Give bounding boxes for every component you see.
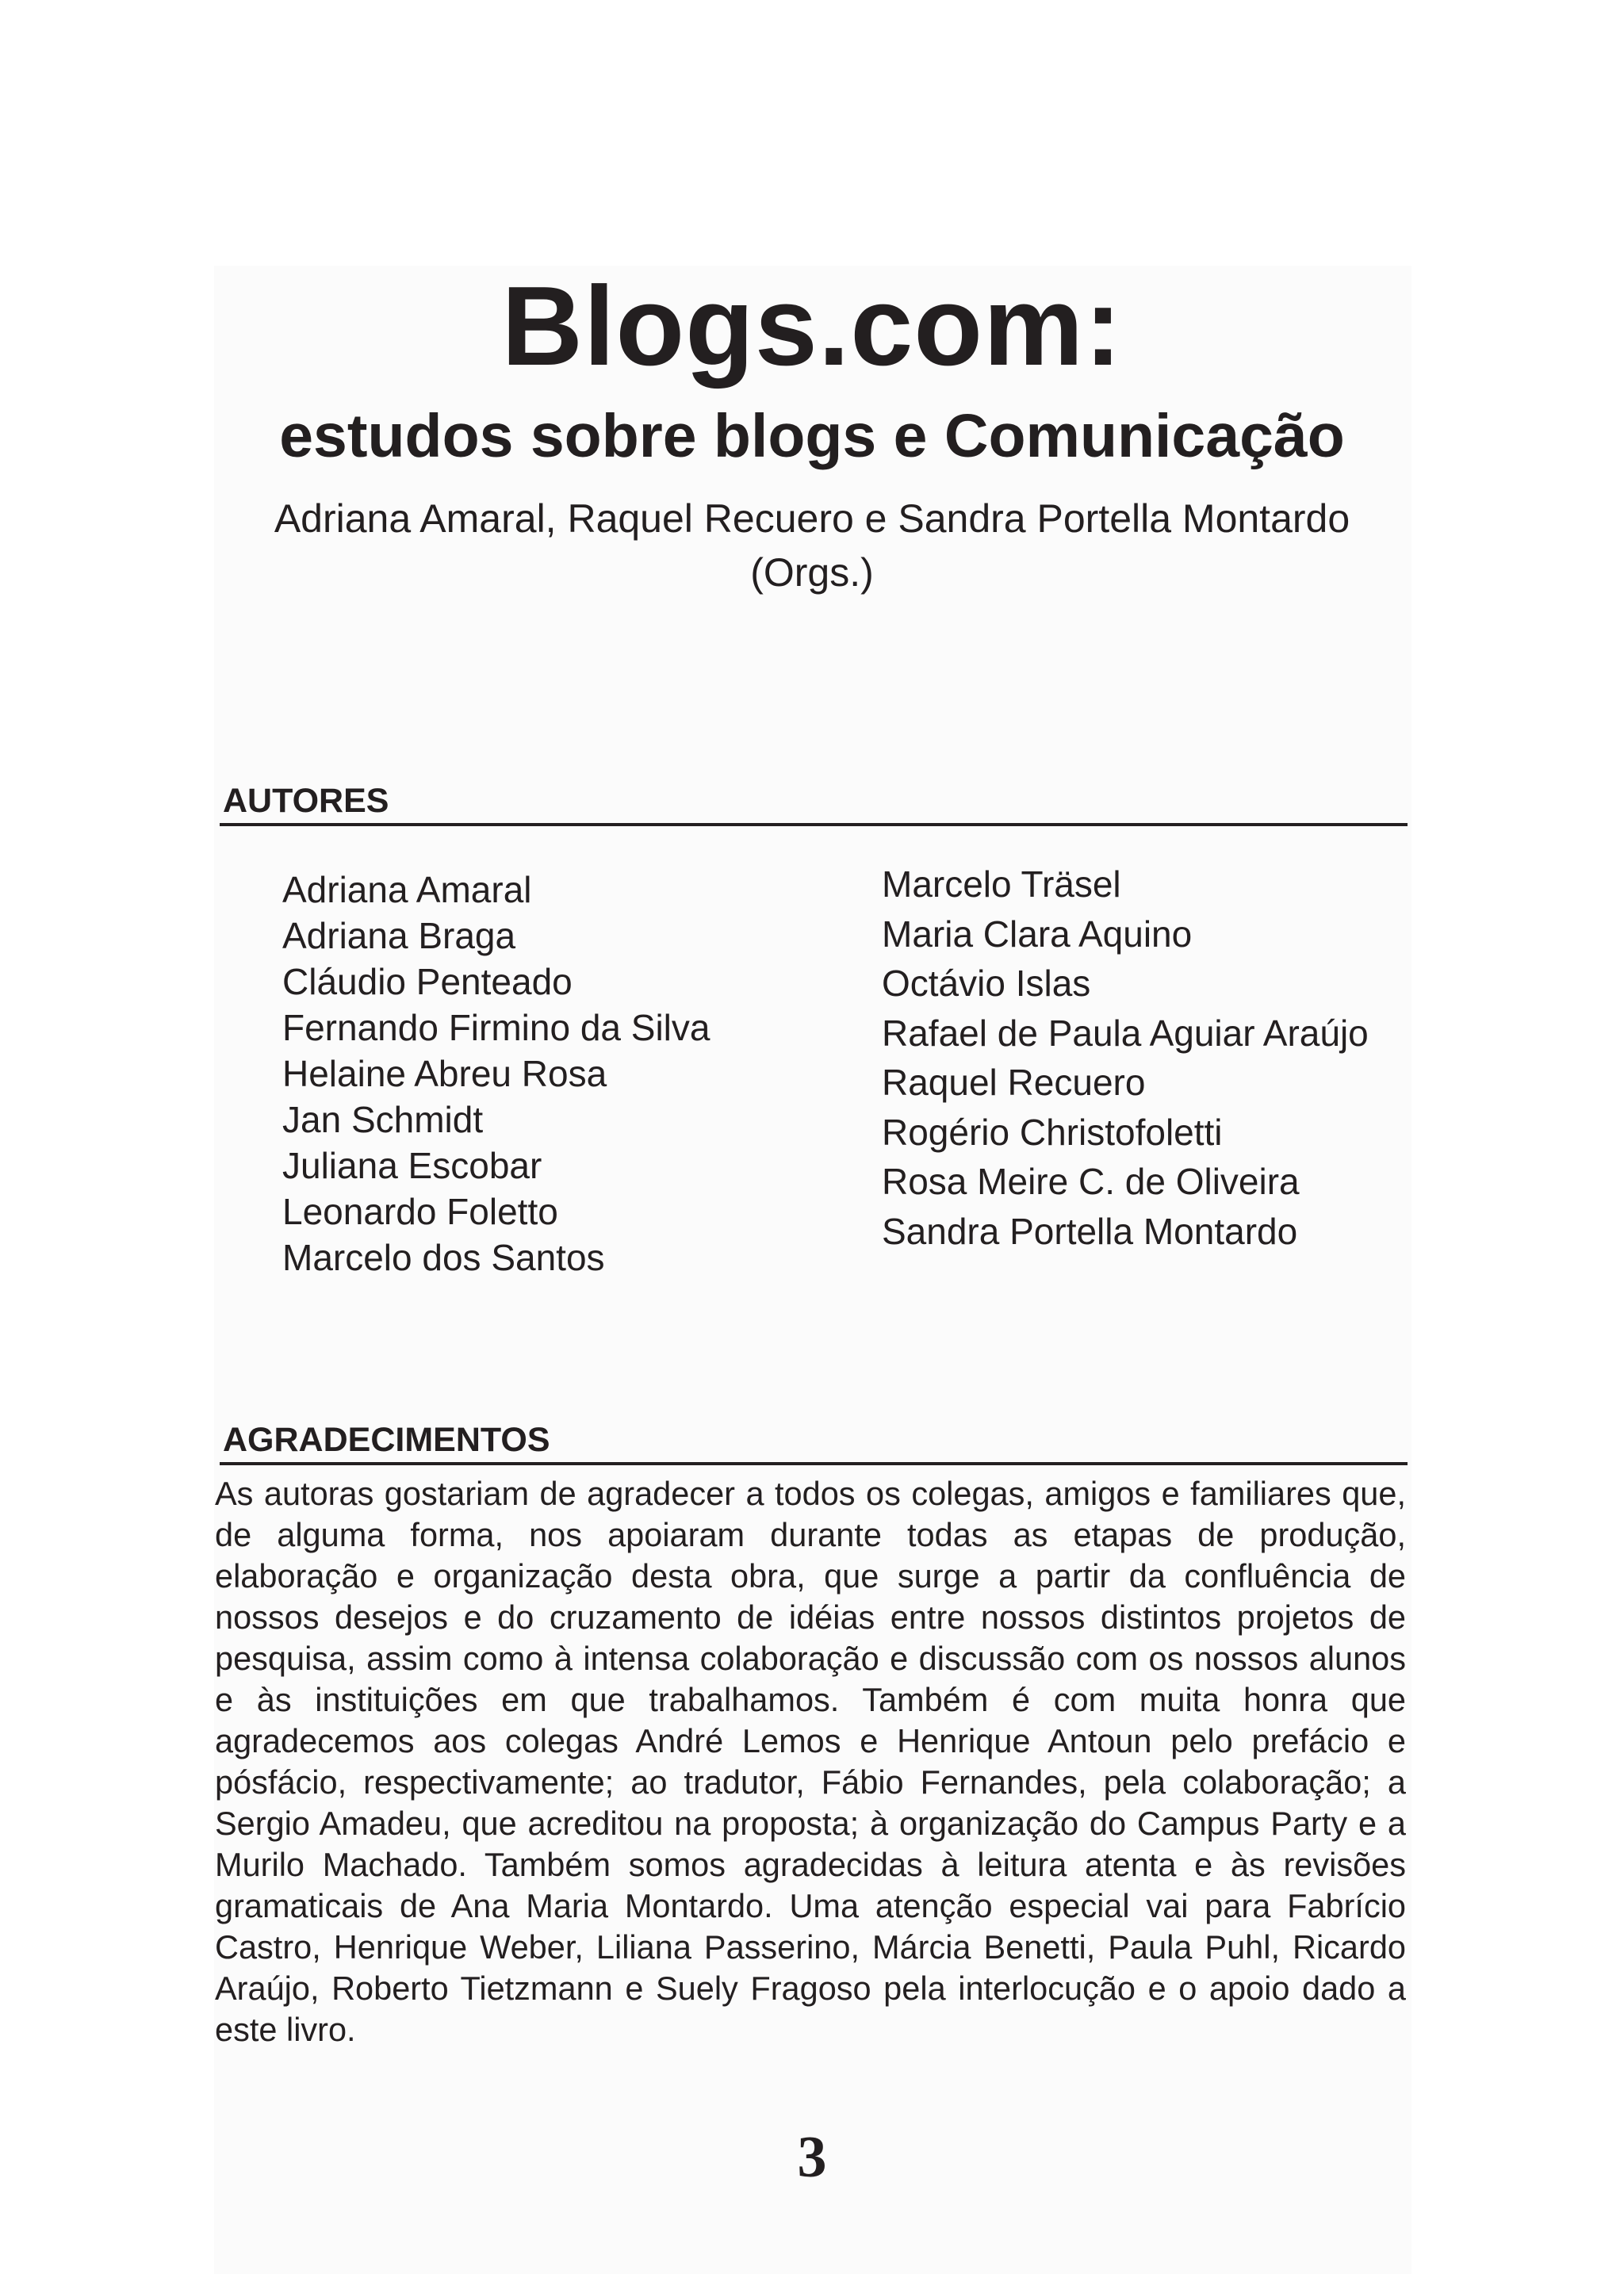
- acknowledgements-heading: AGRADECIMENTOS: [220, 1418, 1408, 1465]
- author-name: Rafael de Paula Aguiar Araújo: [882, 1012, 1369, 1054]
- author-name: Juliana Escobar: [282, 1145, 542, 1186]
- author-name: Marcelo Träsel: [882, 863, 1121, 905]
- author-name: Octávio Islas: [882, 963, 1091, 1004]
- authors-list-right: [882, 859, 1369, 1256]
- author-name: Fernando Firmino da Silva: [282, 1007, 710, 1048]
- author-name: Adriana Braga: [282, 915, 516, 956]
- author-name: Leonardo Foletto: [282, 1191, 558, 1232]
- page-number: 3: [797, 2125, 827, 2190]
- author-name: Cláudio Penteado: [282, 961, 573, 1002]
- book-subtitle: estudos sobre blogs e Comunicação: [279, 402, 1345, 470]
- author-name: Raquel Recuero: [882, 1062, 1146, 1103]
- editors-names: Adriana Amaral, Raquel Recuero e Sandra Portella Montardo: [274, 496, 1350, 541]
- author-name: Rogério Christofoletti: [882, 1111, 1223, 1153]
- acknowledgements-paragraph: As autoras gostariam de agradecer a todos os colegas, amigos e familiares que, de alguma forma, nos apoiaram durante todas as etapas de produção, elaboração e organização desta obra, que surge a partir da confluência de nossos desejos e do cruzamento de idéias entre nossos distintos projetos de pesquisa, assim como à intensa colaboração e discussão com os nossos alunos e às instituições em que trabalhamos. Também é com muita honra que agradecemos aos colegas André Lemos e Henrique Antoun pelo prefácio e pósfácio, respectivamente; ao tradutor, Fábio Fernandes, pela colaboração; a Sergio Amadeu, que acreditou na proposta; à organização do Campus Party e a Murilo Machado. Também somos agradecidas à leitura atenta e às revisões gramaticais de Ana Maria Montardo. Uma atenção especial vai para Fabrício Castro, Henrique Weber, Liliana Passerino, Márcia Benetti, Paula Puhl, Ricardo Araújo, Roberto Tietzmann e Suely Fragoso pela interlocução e o apoio dado a este livro.: [215, 1475, 1406, 2048]
- author-name: Sandra Portella Montardo: [882, 1210, 1298, 1252]
- authors-heading: AUTORES: [220, 779, 1408, 826]
- authors-list-left: [282, 867, 710, 1281]
- author-name: Maria Clara Aquino: [882, 913, 1193, 955]
- author-name: Adriana Amaral: [282, 869, 532, 910]
- author-name: Helaine Abreu Rosa: [282, 1053, 607, 1094]
- book-title: Blogs.com:: [501, 263, 1123, 389]
- editors-block: [0, 492, 1624, 599]
- author-name: Rosa Meire C. de Oliveira: [882, 1161, 1300, 1202]
- editors-role: (Orgs.): [750, 550, 874, 595]
- author-name: Jan Schmidt: [282, 1099, 484, 1140]
- author-name: Marcelo dos Santos: [282, 1237, 605, 1278]
